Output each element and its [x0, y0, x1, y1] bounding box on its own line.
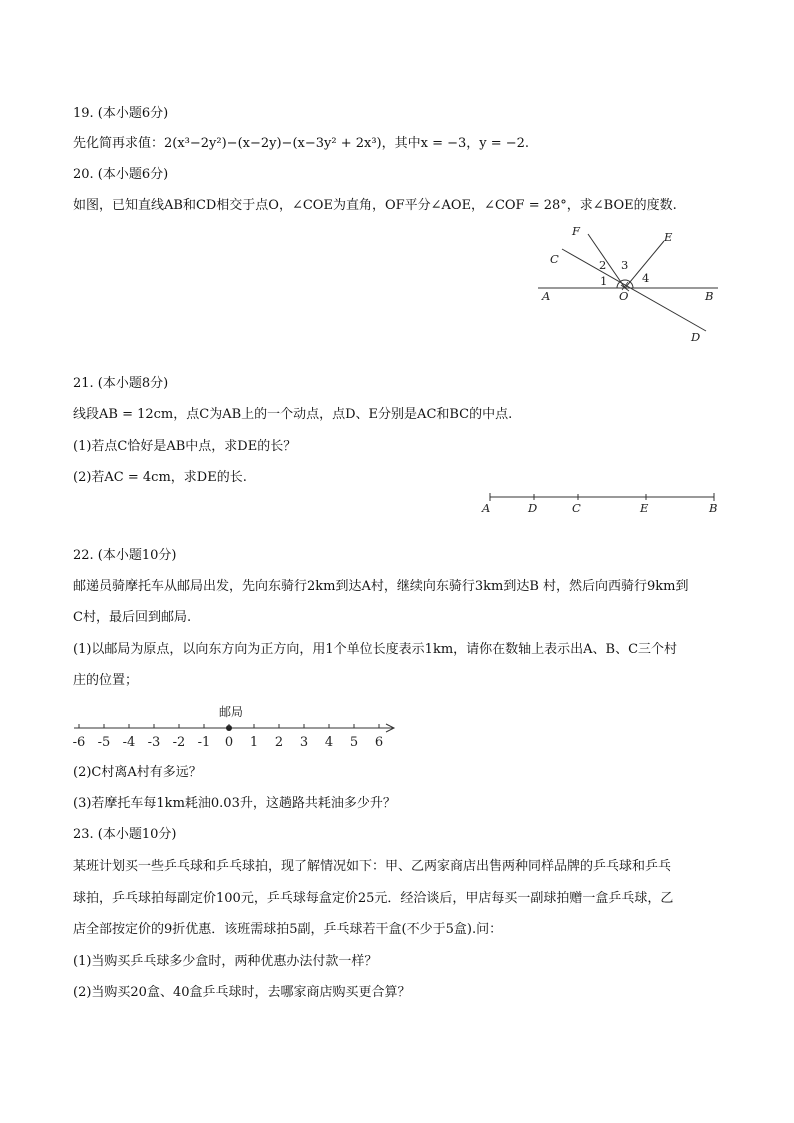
q20-figure	[530, 218, 730, 348]
point-label-b: B	[705, 289, 714, 303]
number-line-tick-label: -5	[97, 735, 111, 750]
q23-header: 23. (本小题10分)	[73, 827, 177, 842]
q21-text: 线段AB = 12cm，点C为AB上的一个动点，点D、E分别是AC和BC的中点.	[73, 407, 513, 422]
number-line-tick-label: -3	[147, 735, 161, 750]
point-label-a: A	[542, 289, 551, 303]
q22-text-line2: C村，最后回到邮局.	[73, 610, 192, 625]
q22-part3: (3)若摩托车每1km耗油0.03升，这趟路共耗油多少升？	[73, 796, 396, 811]
angle-label-2: 2	[599, 258, 607, 272]
q21-figure	[478, 490, 723, 518]
number-line-tick-label: 4	[324, 735, 334, 750]
point-label-c: C	[572, 501, 581, 515]
point-label-e: E	[664, 230, 673, 244]
q23-part1: (1)当购买乒乓球多少盒时，两种优惠办法付款一样？	[73, 954, 378, 969]
number-line-tick-label: 1	[249, 735, 259, 750]
q21-header: 21. (本小题8分)	[73, 376, 169, 391]
point-label-f: F	[572, 224, 580, 238]
angle-label-1: 1	[600, 274, 608, 288]
q23-part2: (2)当购买20盒、40盒乒乓球时，去哪家商店购买更合算？	[73, 985, 411, 1000]
q22-part1-line2: 庄的位置；	[73, 673, 139, 688]
q19-text: 先化简再求值：2(x³−2y²)−(x−2y)−(x−3y² + 2x³)，其中x = −3，y = −2.	[73, 136, 530, 151]
q23-line2: 球拍，乒乓球拍每副定价100元，乒乓球每盒定价25元．经洽谈后，甲店每买一副球拍赠一盒乒乓球，乙	[73, 891, 674, 906]
number-line-origin-label: 邮局	[219, 705, 244, 719]
number-line-tick-label: -1	[197, 735, 211, 750]
q19-header: 19. (本小题6分)	[73, 106, 169, 121]
q22-header: 22. (本小题10分)	[73, 548, 177, 563]
point-label-d: D	[691, 330, 701, 344]
point-label-b: B	[709, 501, 718, 515]
number-line-tick-label: -2	[172, 735, 186, 750]
q20-header: 20. (本小题6分)	[73, 167, 169, 182]
number-line-tick-label: -4	[122, 735, 136, 750]
angle-label-4: 4	[642, 271, 650, 285]
number-line-tick-label: -6	[72, 735, 86, 750]
point-label-d: D	[528, 501, 538, 515]
q20-text: 如图，已知直线AB和CD相交于点O，∠COE为直角，OF平分∠AOE，∠COF = 28°，求∠BOE的度数.	[73, 198, 677, 213]
point-label-a: A	[482, 501, 491, 515]
q22-text-line1: 邮递员骑摩托车从邮局出发，先向东骑行2km到达A村，继续向东骑行3km到达B 村，然后向西骑行9km到	[73, 579, 689, 594]
q21-part1: (1)若点C恰好是AB中点，求DE的长？	[73, 439, 297, 454]
q21-part2: (2)若AC = 4cm，求DE的长.	[73, 470, 247, 485]
number-line-tick-label: 6	[374, 735, 384, 750]
number-line-tick-label: 2	[274, 735, 284, 750]
number-line-tick-label: 3	[299, 735, 309, 750]
line-cd	[562, 249, 706, 331]
q23-line1: 某班计划买一些乒乓球和乒乓球拍，现了解情况如下：甲、乙两家商店出售两种同样品牌的乒乓球和乒乓	[73, 859, 672, 874]
angle-label-3: 3	[621, 258, 629, 272]
point-label-e: E	[640, 501, 649, 515]
number-line	[68, 700, 408, 755]
point-label-o: O	[619, 289, 629, 303]
q22-part1-line1: (1)以邮局为原点，以向东方向为正方向，用1个单位长度表示1km，请你在数轴上表示出A、B、C三个村	[73, 642, 678, 657]
point-label-c: C	[550, 252, 559, 266]
q23-line3: 店全部按定价的9折优惠．该班需球拍5副，乒乓球若干盒(不少于5盒).问：	[73, 922, 503, 937]
q22-part2: (2)C村离A村有多远？	[73, 765, 202, 780]
number-line-tick-label: 5	[349, 735, 359, 750]
number-line-tick-label: 0	[224, 735, 234, 750]
